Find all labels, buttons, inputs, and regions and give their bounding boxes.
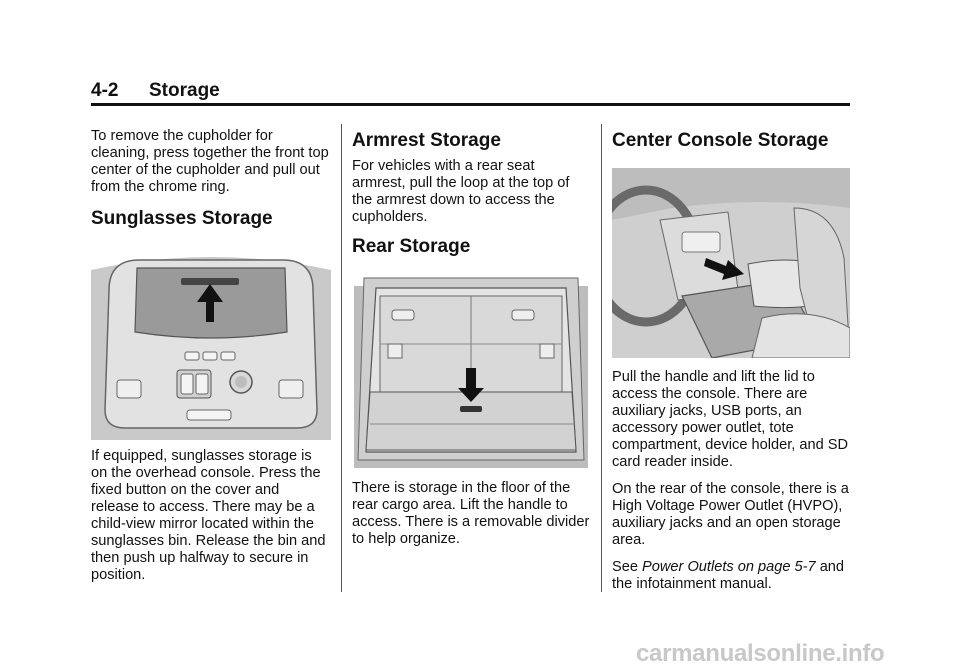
center-console-text [612,369,852,593]
power-outlets-link[interactable]: Power Outlets on page 5-7 [642,559,816,575]
console-paragraph-1: Pull the handle and lift the lid to access the console. There are auxiliary jacks, USB ports, an accessory power outlet, tote compartment, device holder, and SD card reader inside. [612,369,849,470]
rear-storage-illustration [352,274,590,468]
sunglasses-storage-heading: Sunglasses Storage [91,208,273,229]
sunglasses-paragraph: If equipped, sunglasses storage is on the overhead console. Press the fixed button on the cover and release to access. There may be a child-view mirror located within the sunglasses bin. Release the bin and then push up halfway to secure in position. [91,448,326,583]
column-divider-2 [601,124,602,592]
sunglasses-storage-illustration [91,250,331,440]
see-suffix: and the infotainment manual. [612,559,845,592]
center-console-storage-heading: Center Console Storage [612,130,829,151]
cupholder-paragraph: To remove the cupholder for cleaning, press together the front top center of the cupholder and pull out from the chrome ring. [91,128,329,195]
console-see-paragraph [612,559,852,593]
section-title: Storage [149,80,220,101]
rear-storage-paragraph: There is storage in the floor of the rear cargo area. Lift the handle to access. There is a removable divider to help organize. [352,480,590,547]
watermark: carmanualsonline.info [636,640,885,667]
header-rule [91,103,850,106]
console-paragraph-2: On the rear of the console, there is a High Voltage Power Outlet (HVPO), auxiliary jacks and an open storage area. [612,481,849,548]
armrest-paragraph: For vehicles with a rear seat armrest, pull the loop at the top of the armrest down to access the cupholders. [352,158,570,225]
column-divider-1 [341,124,342,592]
page-number: 4-2 [91,80,119,101]
armrest-storage-heading: Armrest Storage [352,130,501,151]
center-console-illustration [612,168,850,358]
see-prefix: See [612,559,643,575]
rear-storage-heading: Rear Storage [352,236,471,257]
